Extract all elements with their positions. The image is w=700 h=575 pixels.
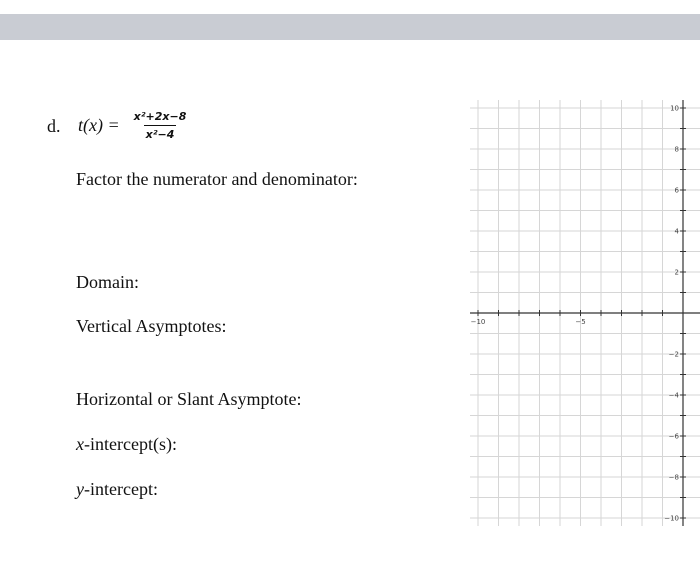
x-intercept-variable: x (76, 434, 84, 454)
top-toolbar-bar (0, 14, 700, 40)
coordinate-grid (470, 104, 700, 544)
vertical-asymptotes-prompt: Vertical Asymptotes: (76, 316, 227, 336)
y-tick-label: −8 (668, 473, 679, 482)
x-intercept-prompt (76, 434, 177, 455)
function-lhs: t(x) = (78, 115, 120, 135)
y-intercept-variable: y (76, 479, 84, 499)
y-tick-label: −2 (668, 350, 679, 359)
y-intercept-prompt (76, 479, 158, 500)
function-definition (78, 110, 188, 141)
y-tick-label: 2 (674, 268, 679, 277)
fraction-numerator: x²+2x−8 (133, 110, 187, 123)
y-tick-label: 6 (674, 186, 679, 195)
y-tick-label: 8 (674, 145, 679, 154)
y-tick-label: −6 (668, 432, 679, 441)
y-tick-label: −4 (668, 391, 679, 400)
x-tick-label: −10 (470, 318, 486, 326)
x-tick-label: −5 (575, 318, 586, 326)
problem-label: d. (47, 116, 61, 136)
horizontal-slant-asymptote-prompt: Horizontal or Slant Asymptote: (76, 389, 302, 409)
y-tick-label: 10 (670, 104, 679, 113)
fraction-denominator: x²−4 (144, 125, 177, 141)
x-intercept-label: -intercept(s): (84, 434, 177, 454)
function-fraction (132, 110, 189, 141)
y-intercept-label: -intercept: (84, 479, 158, 499)
y-tick-label: −10 (664, 514, 679, 523)
factor-prompt: Factor the numerator and denominator: (76, 169, 358, 189)
axes (470, 100, 700, 526)
domain-prompt: Domain: (76, 272, 139, 292)
y-tick-label: 4 (674, 227, 679, 236)
